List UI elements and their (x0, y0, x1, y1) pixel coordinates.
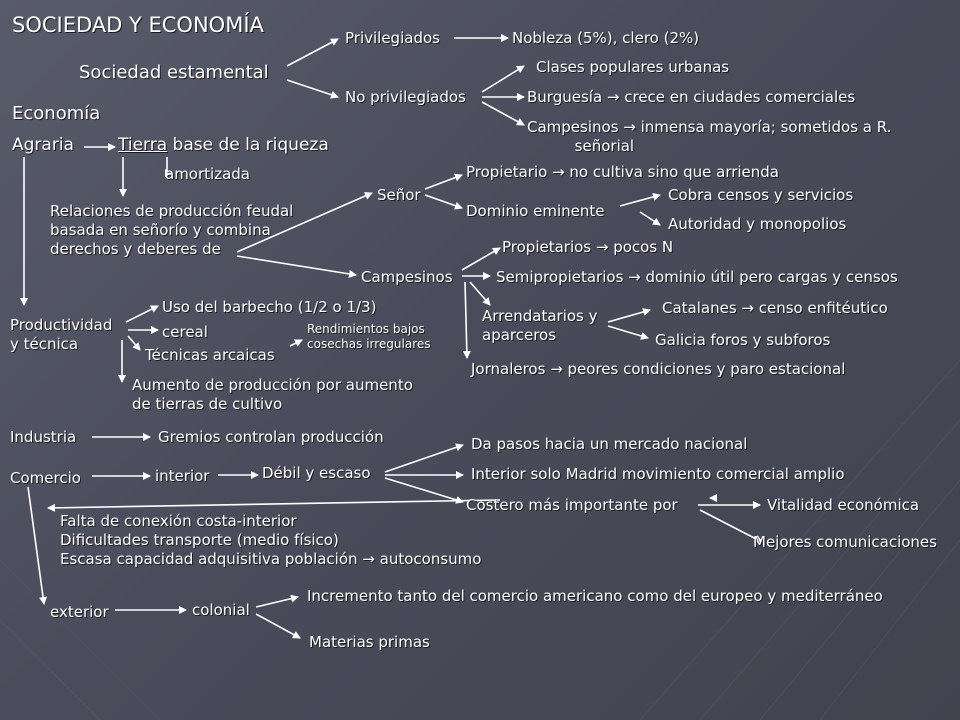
sociedad-estamental-label: Sociedad estamental (79, 62, 269, 83)
cereal-text: cereal (162, 323, 208, 341)
arrow-to-no-privilegiados (287, 80, 338, 97)
arrow-to-clases (482, 66, 524, 92)
arrow-to-propietarios (462, 248, 500, 270)
amortizada-text: amortizada (165, 165, 250, 183)
arrow-to-galicia (608, 326, 648, 338)
arrow-to-mercado (385, 445, 463, 472)
jornaleros-text: Jornaleros → peores condiciones y paro estacional (471, 360, 846, 378)
arrow-to-catalanes (608, 310, 650, 322)
no-privilegiados-label: No privilegiados (345, 88, 466, 106)
productividad-label: Productividad y técnica (10, 316, 113, 353)
colonial-label: colonial (192, 601, 250, 619)
senor-label: Señor (377, 186, 421, 204)
burguesia-text: Burguesía → crece en ciudades comerciales (527, 88, 856, 106)
tecnicas-text: Técnicas arcaicas (145, 346, 275, 364)
incremento-text: Incremento tanto del comercio americano como del europeo y mediterráneo (307, 587, 883, 605)
madrid-text: Interior solo Madrid movimiento comercial amplio (471, 465, 845, 483)
arrow-to-autoridad (640, 212, 660, 225)
nobleza-clero-text: Nobleza (5%), clero (2%) (512, 29, 700, 47)
propietarios-text: Propietarios → pocos N (502, 238, 674, 256)
debil-text: Débil y escaso (262, 464, 371, 482)
tierra-word: Tierra (118, 135, 168, 155)
industria-label: Industria (10, 428, 77, 446)
comercio-label: Comercio (10, 469, 81, 487)
economia-label: Economía (12, 103, 101, 124)
agraria-label: Agraria (12, 135, 74, 155)
page-title: SOCIEDAD Y ECONOMÍA (12, 13, 264, 37)
campesinos-sociedad-text: Campesinos → inmensa mayoría; sometidos a R. señorial (527, 118, 892, 155)
falta-text: Falta de conexión costa-interior Dificultades transporte (medio físico) Escasa capacidad adquisitiva población → autoconsumo (60, 512, 482, 568)
dominio-eminente-label: Dominio eminente (466, 202, 605, 220)
privilegiados-label: Privilegiados (345, 29, 440, 47)
semipropietarios-text: Semipropietarios → dominio útil pero cargas y censos (496, 268, 898, 286)
cobra-censos-text: Cobra censos y servicios (668, 186, 854, 204)
arrow-to-materias (256, 614, 300, 638)
arrow-to-cobra (620, 195, 660, 206)
arrow-to-costero (385, 478, 463, 502)
vitalidad-text: Vitalidad económica (767, 496, 920, 514)
tierra-rest: base de la riqueza (172, 135, 329, 155)
arrow-to-barbecho (126, 306, 158, 322)
catalanes-text: Catalanes → censo enfitéutico (662, 299, 888, 317)
exterior-label: exterior (50, 603, 109, 621)
arrow-to-falta (48, 500, 500, 508)
costero-text: Costero más importante por (466, 496, 678, 514)
interior-label: interior (155, 467, 210, 485)
arrow-to-propietario (425, 175, 462, 189)
arrow-to-privilegiados (287, 39, 338, 66)
clases-populares-text: Clases populares urbanas (536, 58, 730, 76)
campesinos-label: Campesinos (361, 268, 453, 286)
arrow-to-tecnicas (128, 336, 140, 350)
propietario-text: Propietario → no cultiva sino que arrienda (466, 163, 780, 181)
rendimientos-text: Rendimientos bajos cosechas irregulares (307, 322, 431, 351)
arrow-to-exterior (28, 487, 44, 604)
galicia-text: Galicia foros y subforos (655, 331, 831, 349)
arrow-to-arrendatarios (470, 282, 490, 305)
arrow-to-jornaleros (465, 282, 467, 358)
arrow-to-campesinos-soc (482, 102, 524, 125)
mercado-text: Da pasos hacia un mercado nacional (471, 435, 748, 453)
arrendatarios-text: Arrendatarios y aparceros (482, 307, 598, 344)
relaciones-text: Relaciones de producción feudal basada en señorío y combina derechos y deberes de (50, 202, 294, 258)
gremios-text: Gremios controlan producción (158, 428, 384, 446)
barbecho-text: Uso del barbecho (1/2 o 1/3) (162, 298, 377, 316)
arrow-to-rendimientos (290, 340, 302, 346)
materias-text: Materias primas (309, 633, 430, 651)
aumento-text: Aumento de producción por aumento de tierras de cultivo (132, 376, 413, 413)
comunicaciones-text: Mejores comunicaciones (753, 533, 937, 551)
autoridad-text: Autoridad y monopolios (668, 215, 847, 233)
arrow-to-dominio (425, 195, 462, 208)
arrow-to-incremento (256, 597, 298, 607)
tierra-text (118, 135, 329, 156)
